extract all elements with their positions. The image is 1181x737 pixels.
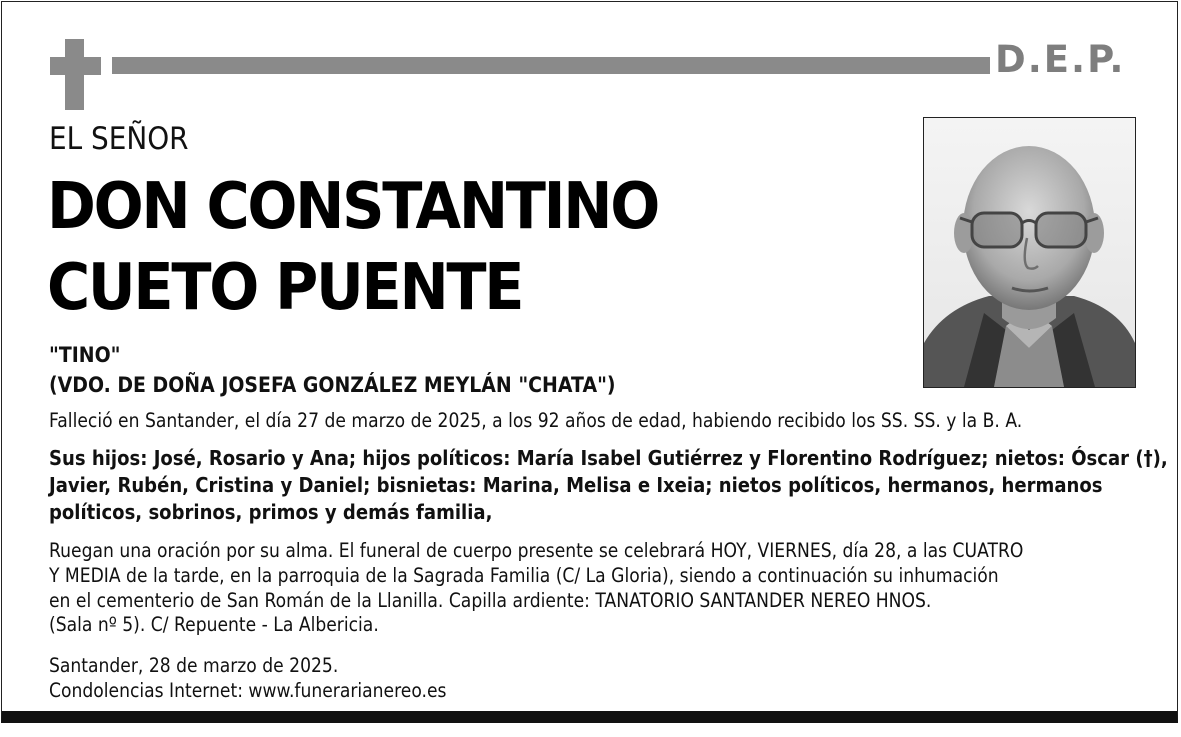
- funeral-line: en el cementerio de San Román de la Llanilla. Capilla ardiente: TANATORIO SANTANDER NEREO HNOS.: [49, 588, 932, 612]
- header-rule: [112, 57, 990, 74]
- funeral-line: Ruegan una oración por su alma. El funeral de cuerpo presente se celebrará HOY, VIERNES, día 28, a las CUATRO: [49, 539, 1024, 562]
- alias: "TINO": [49, 343, 121, 367]
- family-line: Sus hijos: José, Rosario y Ana; hijos políticos: María Isabel Gutiérrez y Florentino Rodríguez; nietos: Óscar (†),: [49, 446, 1168, 470]
- death-notice: [49, 409, 1131, 434]
- family-line: Javier, Rubén, Cristina y Daniel; bisnietas: Marina, Melisa e Ixeia; nietos políticos, hermanos, hermanos: [49, 473, 1103, 497]
- funeral-details: [49, 539, 1131, 638]
- footer: [49, 654, 1131, 704]
- condolences-link[interactable]: Condolencias Internet: www.funerarianereo.es: [49, 678, 447, 702]
- place-date: Santander, 28 de marzo de 2025.: [49, 654, 339, 677]
- funeral-line: Y MEDIA de la tarde, en la parroquia de la Sagrada Familia (C/ La Gloria), siendo a continuación su inhumación: [49, 563, 999, 587]
- funeral-line: (Sala nº 5). C/ Repuente - La Albericia.: [49, 613, 379, 637]
- deceased-name-line-1: DON CONSTANTINO: [47, 170, 658, 244]
- pretitle: EL SEÑOR: [49, 121, 189, 157]
- portrait-photo: [923, 117, 1136, 388]
- obituary-notice: [1, 1, 1178, 723]
- cross-icon-bar: [50, 57, 101, 75]
- death-notice-text: Falleció en Santander, el día 27 de marzo de 2025, a los 92 años de edad, habiendo recibido los SS. SS. y la B. A.: [49, 409, 1023, 432]
- family-line: políticos, sobrinos, primos y demás familia,: [49, 500, 493, 524]
- widow-note: (VDO. DE DOÑA JOSEFA GONZÁLEZ MEYLÁN "CHATA"): [49, 373, 616, 397]
- deceased-name-line-2: CUETO PUENTE: [47, 251, 523, 325]
- dep-label: D.E.P.: [995, 38, 1126, 81]
- family-list: [49, 445, 1168, 526]
